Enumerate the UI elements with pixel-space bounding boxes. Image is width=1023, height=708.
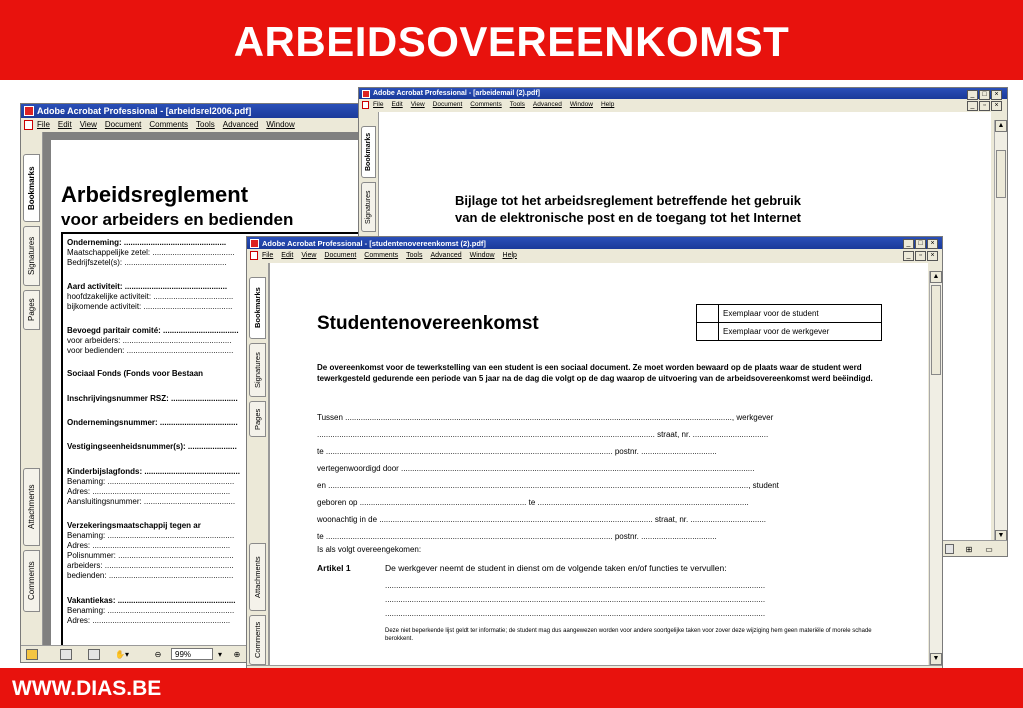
scroll-down-button[interactable]: ▼: [995, 530, 1007, 542]
window-controls: [903, 239, 938, 249]
scroll-thumb[interactable]: [931, 285, 941, 375]
menu-comments[interactable]: Comments: [149, 120, 189, 129]
zoom-field[interactable]: 99%: [171, 648, 213, 660]
menu-view[interactable]: View: [301, 251, 317, 259]
tab-signatures[interactable]: Signatures: [23, 226, 40, 286]
doc-restore-button[interactable]: ▫: [915, 251, 926, 261]
doc-title: Studentenovereenkomst: [317, 313, 539, 334]
pdf-document-icon: [250, 251, 258, 260]
menu-file[interactable]: File: [373, 101, 384, 108]
zoom-out-icon[interactable]: ⊖: [154, 649, 162, 659]
menu-document[interactable]: Document: [324, 251, 357, 259]
footer-band: [0, 668, 1023, 708]
menu-help[interactable]: Help: [502, 251, 517, 259]
field-line: Sociaal Fonds (Fonds voor Bestaan: [67, 369, 204, 378]
acrobat-app-icon: [250, 239, 259, 248]
field-line: Polisnummer: ....................................................: [67, 551, 234, 560]
navigation-panel: [247, 263, 269, 667]
close-button[interactable]: ×: [991, 90, 1002, 100]
field-line: Maatschappelijke zetel: .....................................: [67, 248, 235, 257]
tab-bookmarks[interactable]: Bookmarks: [249, 277, 266, 339]
agreement-line: Is als volgt overeengekomen:: [317, 545, 422, 554]
field-line: Bevoegd paritair comité: ..................................: [67, 326, 239, 335]
pan-tool-icon[interactable]: ✋▾: [115, 649, 129, 659]
window-titlebar[interactable]: [359, 88, 1007, 99]
single-page-icon[interactable]: [59, 648, 73, 660]
tasks-line: ...........................................................................................................................................................................: [385, 609, 766, 618]
doc-minimize-button[interactable]: _: [903, 251, 914, 261]
employer-copy-label: Exemplaar voor de werkgever: [719, 323, 882, 341]
field-line: voor bedienden: ................................................: [67, 346, 234, 355]
navigation-panel: [21, 132, 43, 645]
menu-file[interactable]: File: [262, 251, 274, 259]
field-line: Benaming: .........................................................: [67, 477, 235, 486]
copy-type-table: [696, 304, 882, 341]
field-line: Inschrijvingsnummer RSZ: ..............................: [67, 394, 238, 403]
menu-bar: [359, 99, 1007, 110]
window-title: Adobe Acrobat Professional - [arbeidemail (2).pdf]: [373, 90, 540, 97]
contract-field-line: vertegenwoordigd door ...............................................................................................................................................................: [317, 464, 755, 473]
field-line: Benaming: .........................................................: [67, 531, 235, 540]
field-line: Kinderbijslagfonds: ...........................................: [67, 467, 240, 476]
menu-view[interactable]: View: [79, 120, 97, 129]
slide-title: ARBEIDSOVEREENKOMST: [233, 18, 790, 65]
field-line: Vakantiekas: .....................................................: [67, 596, 236, 605]
menu-edit[interactable]: Edit: [391, 101, 403, 108]
doc-close-button[interactable]: ×: [991, 101, 1002, 111]
tasks-line: ...........................................................................................................................................................................: [385, 595, 766, 604]
vertical-scrollbar[interactable]: [994, 120, 1007, 542]
window-titlebar[interactable]: [21, 104, 364, 118]
menu-window[interactable]: Window: [469, 251, 495, 259]
menu-comments[interactable]: Comments: [470, 101, 502, 108]
doc-restore-button[interactable]: ▫: [979, 101, 990, 111]
document-controls: [967, 101, 1002, 111]
scroll-down-button[interactable]: ▼: [930, 653, 942, 665]
contract-field-line: te ................................................................................................................................. postnr. ..................................: [317, 532, 717, 541]
field-line: Adres: ..............................................................: [67, 541, 231, 550]
header-band: [0, 0, 1023, 80]
tab-comments[interactable]: Comments: [249, 615, 266, 665]
maximize-button[interactable]: □: [915, 239, 926, 249]
hand-tool-icon[interactable]: [25, 648, 39, 660]
vertical-scrollbar[interactable]: [929, 271, 942, 665]
menu-help[interactable]: Help: [600, 101, 615, 108]
tab-attachments[interactable]: Attachments: [249, 543, 266, 611]
facing-view-icon[interactable]: ▭: [985, 544, 993, 554]
tab-bookmarks[interactable]: Bookmarks: [361, 126, 376, 178]
menu-window[interactable]: Window: [569, 101, 593, 108]
employer-copy-checkbox[interactable]: [697, 323, 719, 341]
acrobat-app-icon: [362, 90, 370, 98]
tab-pages[interactable]: Pages: [249, 401, 266, 437]
menu-window[interactable]: Window: [266, 120, 295, 129]
field-line: Adres: ..............................................................: [67, 487, 231, 496]
acrobat-app-icon: [24, 106, 34, 116]
tab-signatures[interactable]: Signatures: [361, 182, 376, 232]
window-title: Adobe Acrobat Professional - [studentenovereenkomst (2).pdf]: [262, 238, 486, 248]
menu-view[interactable]: View: [410, 101, 425, 108]
contract-field-line: te ................................................................................................................................. postnr. ..................................: [317, 447, 717, 456]
minimize-button[interactable]: _: [967, 90, 978, 100]
menu-advanced[interactable]: Advanced: [532, 101, 562, 108]
field-line: bedienden: ........................................................: [67, 571, 234, 580]
continuous-view-icon[interactable]: ⊞: [965, 544, 973, 554]
contract-field-line: woonachtig in de ........................................................................................................................... straat, nr. ..................................: [317, 515, 767, 524]
menu-edit[interactable]: Edit: [57, 120, 72, 129]
menu-tools[interactable]: Tools: [509, 101, 525, 108]
menu-file[interactable]: File: [37, 120, 50, 129]
menu-document[interactable]: Document: [104, 120, 142, 129]
contract-field-line: Tussen .............................................................................................................................................................................., werkgever: [317, 413, 774, 422]
scroll-up-button[interactable]: ▲: [930, 271, 942, 283]
menu-comments[interactable]: Comments: [364, 251, 399, 259]
tab-pages[interactable]: Pages: [23, 290, 40, 330]
field-line: Verzekeringsmaatschappij tegen ar: [67, 521, 201, 530]
document-controls: [903, 251, 938, 261]
pdf-document-icon: [24, 120, 33, 130]
article-label: Artikel 1: [317, 563, 351, 573]
field-line: hoofdzakelijke activiteit: ....................................: [67, 292, 234, 301]
tasks-footnote: Deze niet beperkende lijst geldt ter informatie; de student mag dus aangewezen worden voor andere soortgelijke taken voor zover deze wijziging hem geen materiële of morele schade berokkent.: [385, 628, 872, 642]
field-line: Aansluitingsnummer: .........................................: [67, 497, 236, 506]
field-line: Aard activiteit: ..............................................: [67, 282, 228, 291]
menu-bar: [21, 118, 364, 131]
menu-edit[interactable]: Edit: [281, 251, 294, 259]
maximize-button[interactable]: □: [979, 90, 990, 100]
menu-bar: [247, 249, 942, 261]
close-button[interactable]: ×: [927, 239, 938, 249]
contract-field-line: geboren op ........................................................................... te ...............................................................................................: [317, 498, 749, 507]
contract-field-line: ........................................................................................................................................................ straat, nr. ..................................: [317, 430, 769, 439]
menu-tools[interactable]: Tools: [406, 251, 423, 259]
minimize-button[interactable]: _: [903, 239, 914, 249]
menu-tools[interactable]: Tools: [196, 120, 215, 129]
field-line: Onderneming: ..............................................: [67, 238, 227, 247]
window-titlebar[interactable]: [247, 237, 942, 249]
menu-advanced[interactable]: Advanced: [222, 120, 259, 129]
window-title: Adobe Acrobat Professional - [arbeidsrel2006.pdf]: [37, 106, 252, 116]
scroll-thumb[interactable]: [996, 150, 1006, 198]
doc-title-line-1: Bijlage tot het arbeidsreglement betreffende het gebruik: [455, 193, 802, 208]
student-copy-checkbox[interactable]: [697, 305, 719, 323]
field-line: voor arbeiders: .................................................: [67, 336, 232, 345]
doc-minimize-button[interactable]: _: [967, 101, 978, 111]
tab-comments[interactable]: Comments: [23, 550, 40, 612]
zoom-in-icon[interactable]: [87, 648, 101, 660]
intro-paragraph: De overeenkomst voor de tewerkstelling van een student is een sociaal document. Ze moet worden bewaard op de plaats waar de student werd tewerkgesteld gedurende een periode van 5 jaar na de dag die volgt op de dag waarop de uitvoering van de arbeidsovereenkomst werd beëindigd.: [317, 363, 873, 383]
field-line: Bedrijfszetel(s): ..............................................: [67, 258, 227, 267]
article-text: De werkgever neemt de student in dienst om de volgende taken en/of functies te vervullen:: [385, 563, 727, 573]
contract-field-line: en ............................................................................................................................................................................................., student: [317, 481, 779, 490]
zoom-plus-icon[interactable]: ⊕: [233, 649, 241, 659]
doc-title-line-2: van de elektronische post en de toegang tot het Internet: [455, 210, 801, 225]
tab-attachments[interactable]: Attachments: [23, 468, 40, 546]
acrobat-window-studentenovereenkomst[interactable]: [246, 236, 943, 684]
menu-advanced[interactable]: Advanced: [430, 251, 462, 259]
field-line: Vestigingseenheidsnummer(s): ......................: [67, 442, 237, 451]
field-line: Benaming: .........................................................: [67, 606, 235, 615]
field-line: arbeiders: ..........................................................: [67, 561, 234, 570]
doc-subtitle: voor arbeiders en bedienden: [61, 210, 294, 229]
field-line: bijkomende activiteit: ........................................: [67, 302, 233, 311]
single-page-view-icon[interactable]: [943, 543, 955, 555]
menu-document[interactable]: Document: [432, 101, 463, 108]
pdf-document-icon: [362, 101, 369, 109]
field-line: Ondernemingsnummer: ...................................: [67, 418, 238, 427]
tab-signatures[interactable]: Signatures: [249, 343, 266, 397]
doc-close-button[interactable]: ×: [927, 251, 938, 261]
tasks-line: ...........................................................................................................................................................................: [385, 581, 766, 590]
window-controls: [967, 90, 1002, 100]
pdf-page: [269, 263, 928, 665]
tab-bookmarks[interactable]: Bookmarks: [23, 154, 40, 222]
zoom-dropdown-icon[interactable]: ▾: [217, 649, 222, 659]
scroll-up-button[interactable]: ▲: [995, 120, 1007, 132]
footer-url: WWW.DIAS.BE: [12, 677, 162, 700]
doc-title: Arbeidsreglement: [61, 182, 249, 207]
field-line: Adres: ..............................................................: [67, 616, 231, 625]
student-copy-label: Exemplaar voor de student: [719, 305, 882, 323]
